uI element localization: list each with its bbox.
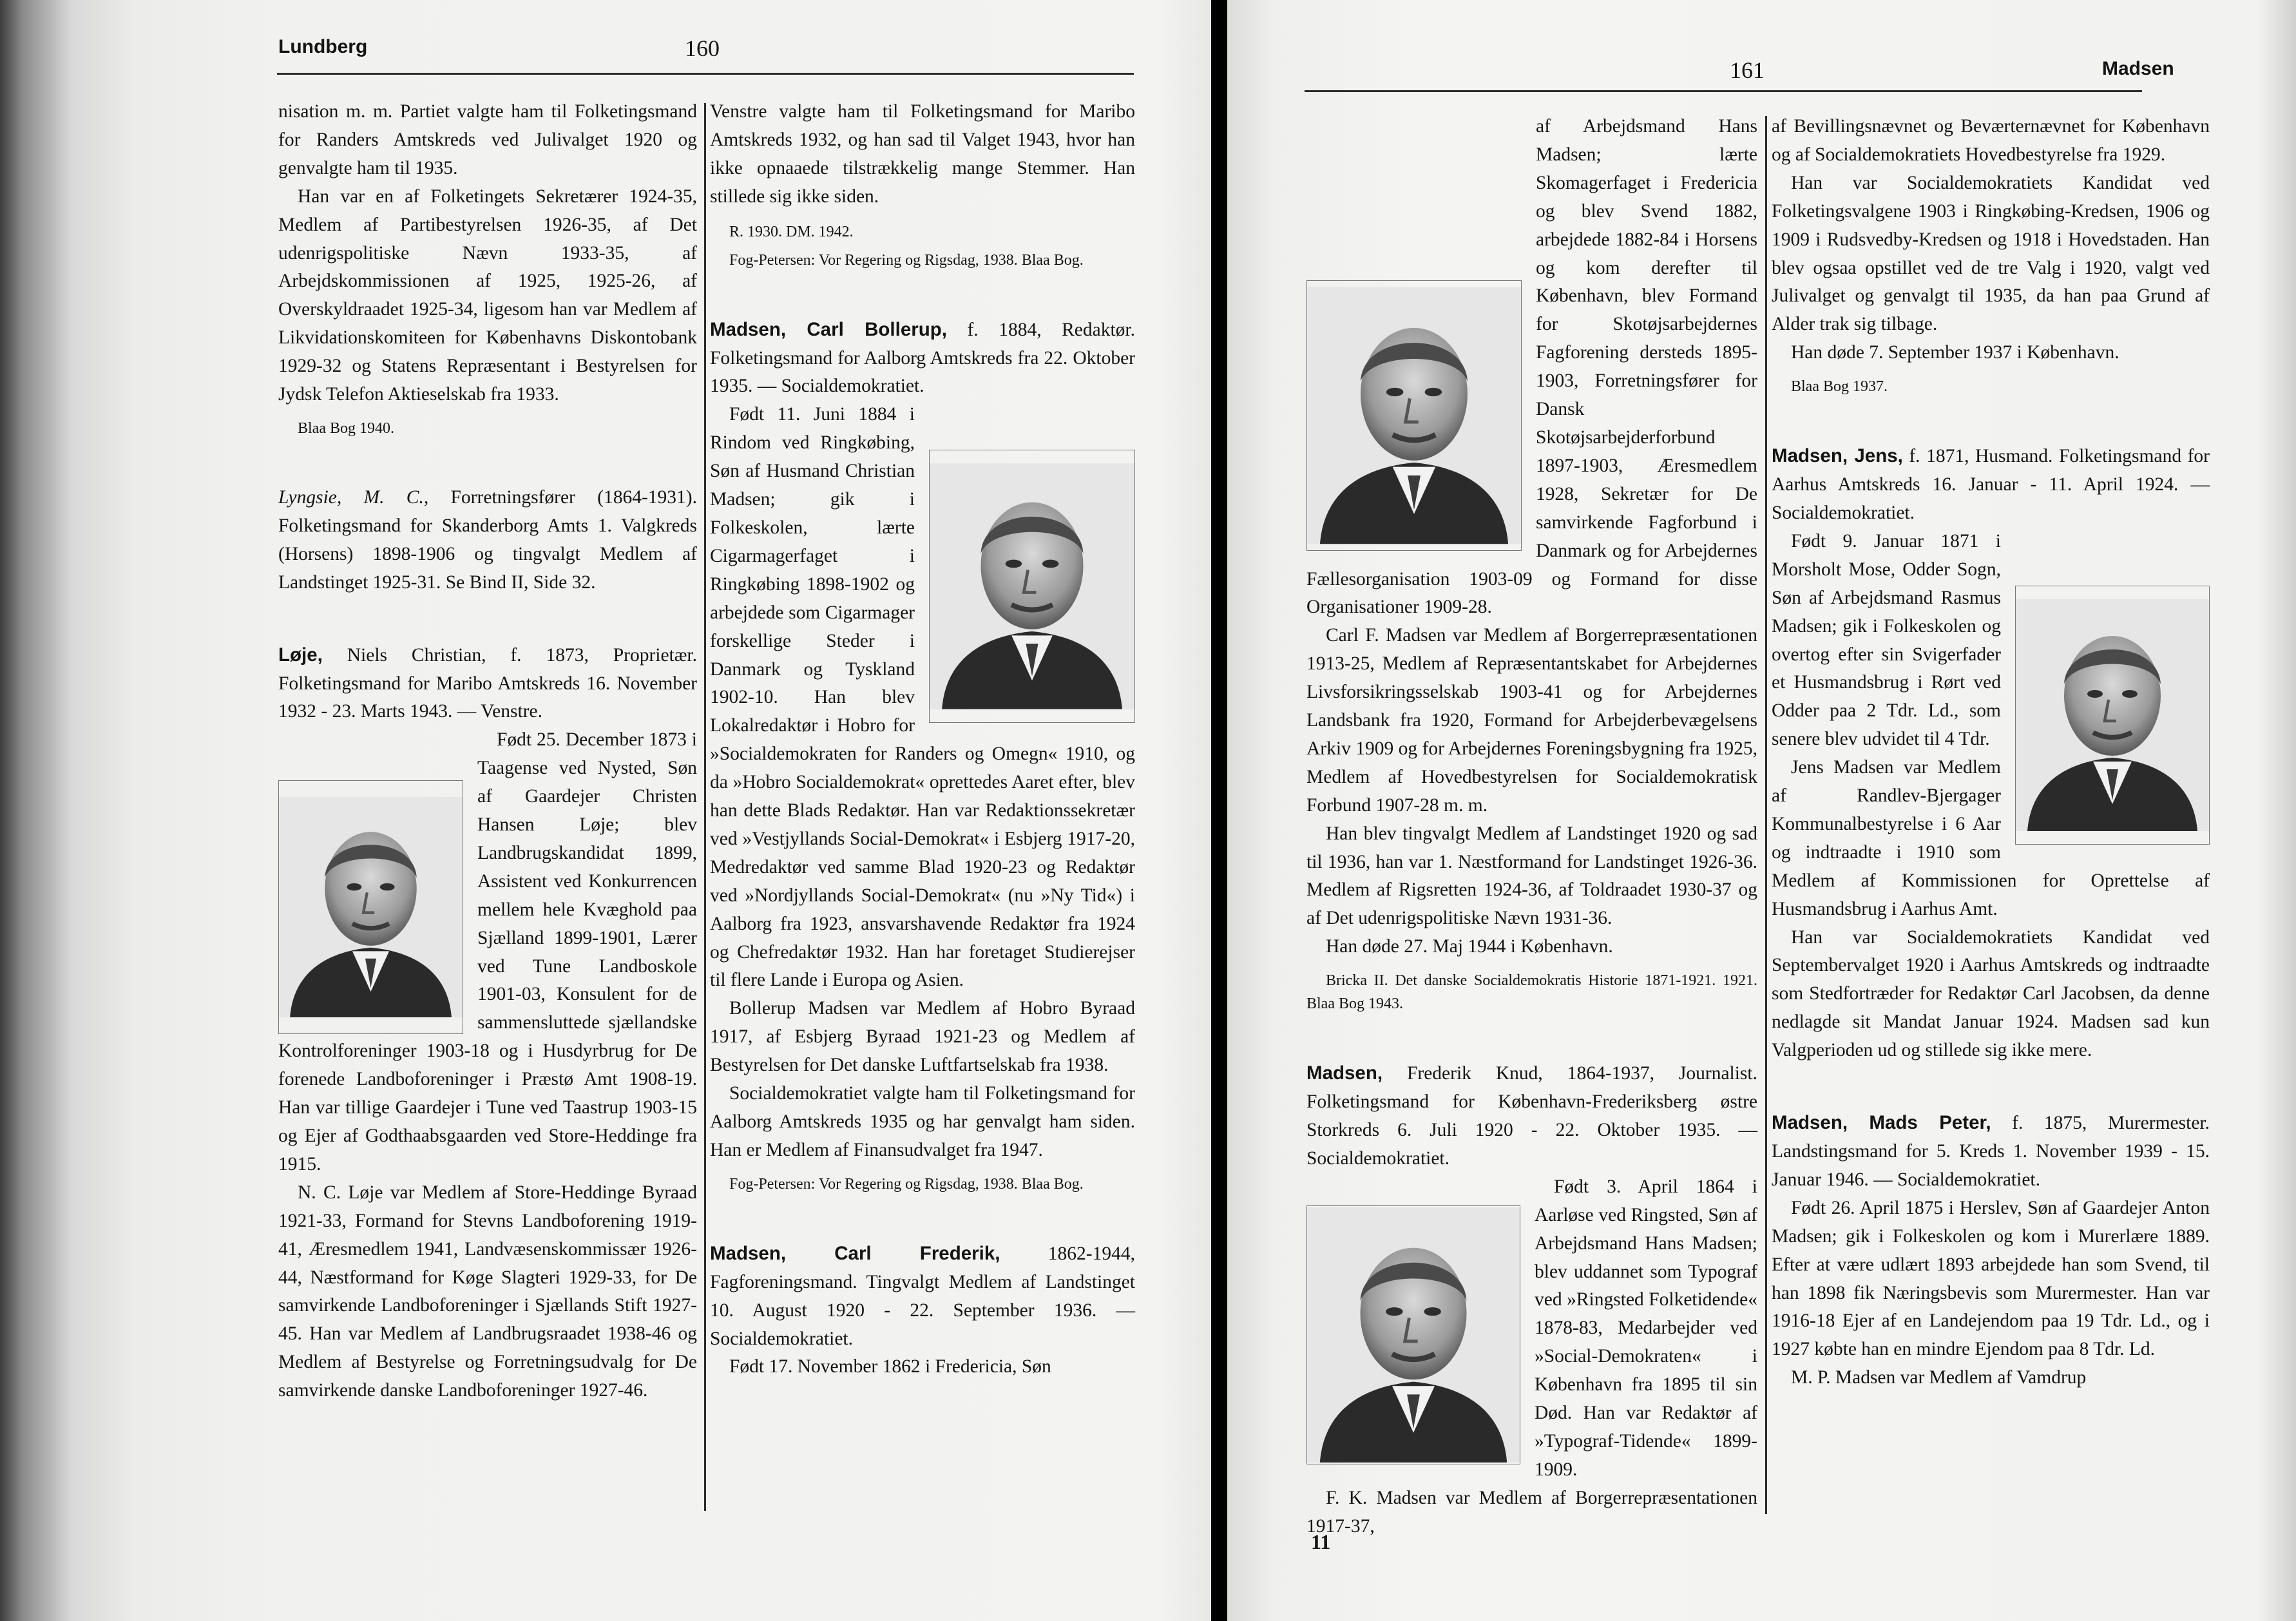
left-column-2 xyxy=(710,98,1135,1381)
column-divider xyxy=(1765,116,1767,1514)
entry-paragraph: Født 25. December 1873 i Taagense ved Nysted, Søn af Gaardejer Christen Hansen Løje; blev Landbrugskandidat 1899, Assistent ved Konkurrencen mellem hele Kvæghold paa Sjælland 1899-1901, Lærer ved Tune Landboskole 1901-03, Konsulent for de sammensluttede sjællandske Kontrolforeninger 1903-18 og i Husdyrbrug for De forenede Landboforeninger i Præstø Amt 1908-19. Han var tillige Gaardejer i Tune ved Taastrup 1903-15 og Ejer af Godthaabsgaarden ved Store-Heddinge fra 1915. xyxy=(278,729,697,1175)
column-divider xyxy=(704,103,706,1511)
entry-name: Lyngsie, M. C., xyxy=(278,486,429,508)
page-number: 161 xyxy=(1730,57,1765,83)
entry-name: Løje, xyxy=(278,644,323,666)
entry-paragraph: Han døde 7. September 1937 i København. xyxy=(1791,342,2119,363)
entry-paragraph: Født 3. April 1864 i Aarløse ved Ringsted, Søn af Arbejdsmand Hans Madsen; blev uddannet som Typograf ved »Ringsted Folketidende« 1878-83, Medarbejder ved »Social-Demokraten« i København fra 1895 til sin Død. Han var Redaktør af »Typograf-Tidende« 1899-1909. xyxy=(1306,1173,1757,1484)
portrait-photo xyxy=(278,780,463,1034)
entry-paragraph: Han var Socialdemokratiets Kandidat ved Folketingsvalgene 1903 i Ringkøbing-Kredsen, 1906 og 1909 i Rudsvedby-Kredsen og 1918 i Hovedstaden. Han blev ogsaa opstillet ved de tre Valg i 1920, valgt ved Julivalget og genvalgt til 1935, da han paa Grund af Alder trak sig tilbage. xyxy=(1772,172,2210,335)
entry-name: Madsen, xyxy=(1772,445,1848,467)
entry-source: Blaa Bog 1940. xyxy=(298,419,394,437)
entry-paragraph: Carl F. Madsen var Medlem af Borgerrepræsentationen 1913-25, Medlem af Repræsentantskabet for Arbejdernes Livsforsikringsselskab 1903-41 og for Arbejdernes Landsbank fra 1920, Formand for Arbejderbevægelsens Arkiv 1909 og for Arbejdernes Foreningsbygning fra 1925, Medlem af Hovedbestyrelsen for Socialdemokratisk Forbund 1907-28 m. m. xyxy=(1306,625,1757,816)
entry-mp-heading: Madsen, Mads Peter, f. 1875, Murermester. Landstingsmand for 5. Kreds 1. November 1939 - 15. Januar 1946. — Socialdemokratiet. xyxy=(1772,1112,2210,1190)
entry-source: Fog-Petersen: Vor Regering og Rigsdag, 1938. Blaa Bog. xyxy=(729,1175,1084,1193)
entry-paragraph: Han var en af Folketingets Sekretærer 1924-35, Medlem af Partibestyrelsen 1926-35, af Det udenrigspolitiske Nævn 1933-35, af Arbejdskommissionen af 1925, 1925-26, af Overskyldraadet 1925-34, ligesom han var Medlem af Likvidationskomiteen for Københavns Diskontobank 1929-32 og Statens Repræsentant i Bestyrelsen for Jydsk Telefon Aktieselskab fra 1933. xyxy=(278,186,697,405)
entry-name: Madsen, xyxy=(1306,1062,1383,1084)
entry-loeje-heading: Løje, Niels Christian, f. 1873, Proprietær. Folketingsmand for Maribo Amtskreds 16. November 1932 - 23. Marts 1943. — Venstre. xyxy=(278,644,697,722)
entry-name: Madsen, xyxy=(710,318,787,340)
header-rule xyxy=(1305,90,2142,92)
entry-source: Bricka II. Det danske Socialdemokratis Historie 1871-1921. 1921. Blaa Bog 1943. xyxy=(1306,972,1757,1013)
entry-paragraph: Han var Socialdemokratiets Kandidat ved Septembervalget 1920 i Aarhus Amtskreds og indtraadte som Stedfortræder for Redaktør Carl Jacobsen, da denne nedlagde sit Mandat Januar 1924. Madsen sad kun Valgperioden ud og stillede sig ikke mere. xyxy=(1772,926,2210,1061)
entry-paragraph: Venstre valgte ham til Folketingsmand for Maribo Amtskreds 1932, og han sad til Valget 1943, hvor han ikke opnaaede tilstrækkelig mange Stemmer. Han stillede sig ikke siden. xyxy=(710,101,1135,207)
running-head: Madsen xyxy=(2102,58,2174,79)
page-number: 160 xyxy=(685,35,720,61)
left-column-1 xyxy=(278,98,697,1405)
right-column-2 xyxy=(1772,113,2210,1392)
entry-paragraph: N. C. Løje var Medlem af Store-Heddinge Byraad 1921-33, Formand for Stevns Landboforening 1919-41, Æresmedlem 1941, Landvæsenskommissær 1926-44, Næstformand for Køge Slagteri 1929-33, for De samvirkende Landboforeninger i Sjællands Stift 1927-45. Han var Medlem af Landbrugsraadet 1938-46 og Medlem af Bestyrelse og Forretningsudvalg for De samvirkende danske Landboforeninger 1927-46. xyxy=(278,1182,697,1401)
entry-cb-heading: Madsen, Carl Bollerup, f. 1884, Redaktør. Folketingsmand for Aalborg Amtskreds fra 22. Oktober 1935. — Socialdemokratiet. xyxy=(710,318,1135,397)
entry-paragraph: Han blev tingvalgt Medlem af Landstinget 1920 og sad til 1936, han var 1. Næstformand for Landstinget 1926-36. Medlem af Rigsretten 1924-36, af Toldraadet 1930-37 og af Det udenrigspolitiske Nævn 1931-36. xyxy=(1306,823,1757,929)
entry-paragraph: af Bevillingsnævnet og Beværternævnet for København og af Socialdemokratiets Hovedbestyrelse fra 1929. xyxy=(1772,116,2210,165)
entry-paragraph: M. P. Madsen var Medlem af Vamdrup xyxy=(1791,1367,2087,1388)
entry-name: Madsen, xyxy=(1772,1112,1848,1134)
header-rule xyxy=(277,73,1134,75)
right-page xyxy=(1227,0,2296,1621)
entry-fk-heading: Madsen, Frederik Knud, 1864-1937, Journalist. Folketingsmand for København-Frederiksberg østre Storkreds 6. Juli 1920 - 22. Oktober 1935. — Socialdemokratiet. xyxy=(1306,1062,1757,1169)
entry-paragraph: af Arbejdsmand Hans Madsen; lærte Skomagerfaget i Fredericia og blev Svend 1882, arbejdede 1882-84 i Horsens og kom derefter til København, blev Formand for Skotøjsarbejdernes Fagforening dersteds 1895-1903, Forretningsfører for Dansk Skotøjsarbejderforbund 1897-1903, Æresmedlem 1928, Sekretær for De samvirkende Fagforbund i Danmark og for Arbejdernes Fællesorganisation 1903-09 og Formand for disse Organisationer 1909-28. xyxy=(1306,116,1757,618)
entry-paragraph: Han døde 27. Maj 1944 i København. xyxy=(1326,936,1613,957)
entry-source: Blaa Bog 1937. xyxy=(1791,378,1888,396)
entry-paragraph: Født 17. November 1862 i Fredericia, Søn xyxy=(729,1356,1051,1377)
entry-paragraph: Født 9. Januar 1871 i Morsholt Mose, Odder Sogn, Søn af Arbejdsmand Rasmus Madsen; gik i Folkeskolen og overtog efter sin Svigerfader et Husmandsbrug i Rørt ved Odder paa 2 Tdr. Ld., som senere blev udvidet til 4 Tdr. xyxy=(1772,528,2210,754)
entry-source: R. 1930. DM. 1942. xyxy=(729,223,854,240)
right-column-1 xyxy=(1306,113,1757,1541)
signature-mark: 11 xyxy=(1311,1530,1331,1553)
entry-paragraph: Socialdemokratiet valgte ham til Folketingsmand for Aalborg Amtskreds 1935 og har genvalgt ham siden. Han er Medlem af Finansudvalget fra 1947. xyxy=(710,1083,1135,1160)
entry-paragraph: Født 26. April 1875 i Herslev, Søn af Gaardejer Anton Madsen; gik i Folkeskolen og kom i Murerlære 1889. Efter at være udlært 1893 arbejdede han som Svend, til han 1898 fik Næringsbevis som Murermester. Han var 1916-18 Ejer af en Landejendom paa 19 Tdr. Ld., og i 1927 købte han en mindre Ejendom paa 8 Tdr. Ld. xyxy=(1772,1197,2210,1360)
portrait-photo xyxy=(1306,1205,1520,1464)
running-head: Lundberg xyxy=(278,36,368,57)
entry-source: Fog-Petersen: Vor Regering og Rigsdag, 1938. Blaa Bog. xyxy=(729,251,1084,269)
portrait-photo xyxy=(1306,280,1522,551)
entry-paragraph: Jens Madsen var Medlem af Randlev-Bjergager Kommunalbestyrelse i 6 Aar og indtraadte i 1910 som Medlem af Kommissionen for Oprettelse af Husmandsbrug i Aarhus Amt. xyxy=(1772,757,2210,919)
portrait-photo xyxy=(2015,586,2210,845)
entry-paragraph: Bollerup Madsen var Medlem af Hobro Byraad 1917, af Esbjerg Byraad 1921-23 og Medlem af Bestyrelsen for Det danske Luftfartselskab fra 1938. xyxy=(710,998,1135,1076)
entry-paragraph: F. K. Madsen var Medlem af Borgerrepræsentationen 1917-37, xyxy=(1306,1487,1757,1537)
entry-paragraph: Født 11. Juni 1884 i Rindom ved Ringkøbing, Søn af Husmand Christian Madsen; gik i Folkeskolen, lærte Cigarmagerfaget i Ringkøbing 1898-1902 og arbejdede som Cigarmager forskellige Steder i Danmark og Tyskland 1902-10. Han blev Lokalredaktør i Hobro for »Socialdemokraten for Randers og Omegn« 1910, og da »Hobro Socialdemokrat« oprettedes Aaret efter, blev han dette Blads Redaktør. Han var Redaktionssekretær ved »Vestjyllands Social-Demokrat« i Esbjerg 1917-20, Medredaktør ved samme Blad 1920-23 og Redaktør ved »Nordjyllands Social-Demokrat« (nu »Ny Tid«) i Aalborg fra 1923, ansvarshavende Redaktør fra 1924 og Chefredaktør 1932. Han har foretaget Studierejser til flere Lande i Europa og Asien. xyxy=(710,404,1135,991)
entry-j-heading: Madsen, Jens, f. 1871, Husmand. Folketingsmand for Aarhus Amtskreds 16. Januar - 11. April 1924. — Socialdemokratiet. xyxy=(1772,445,2210,523)
portrait-photo xyxy=(929,450,1135,723)
entry-cf-heading: Madsen, Carl Frederik, 1862-1944, Fagforeningsmand. Tingvalgt Medlem af Landstinget 10. August 1920 - 22. September 1936. — Socialdemokratiet. xyxy=(710,1242,1135,1349)
entry-name: Madsen, xyxy=(710,1242,787,1264)
entry-paragraph: nisation m. m. Partiet valgte ham til Folketingsmand for Randers Amtskreds ved Julivalget 1920 og genvalgte ham til 1935. xyxy=(278,101,697,178)
entry-lyngsie: Lyngsie, M. C., Forretningsfører (1864-1931). Folketingsmand for Skanderborg Amts 1. Valgkreds (Horsens) 1898-1906 og tingvalgt Medlem af Landstinget 1925-31. Se Bind II, Side 32. xyxy=(278,486,697,593)
